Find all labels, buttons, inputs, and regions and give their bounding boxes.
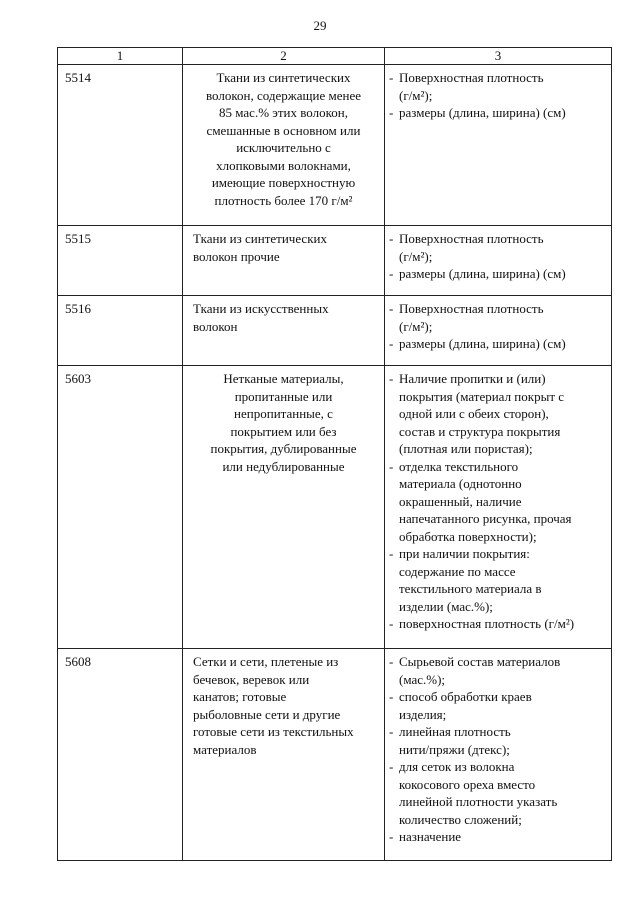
hs-code: 5516 [65,301,91,316]
column-header-3: 3 [385,48,612,65]
column-header-2: 2 [183,48,385,65]
property-item: - размеры (длина, ширина) (см) [389,335,607,353]
property-list [385,366,611,633]
property-item: - размеры (длина, ширина) (см) [389,104,607,122]
property-item: - линейная плотность нити/пряжи (дтекс); [389,723,607,758]
table-row [58,65,612,226]
specification-table [57,47,612,861]
table-row [58,226,612,296]
property-item: - поверхностная плотность (г/м²) [389,615,607,633]
property-list [385,226,611,283]
property-item: - для сеток из волокна кокосового ореха вместо линейной плотности указать количество сложений; [389,758,607,828]
property-item: - Поверхностная плотность (г/м²); [389,300,607,335]
goods-description: Ткани из синтетических волокон прочие [193,231,327,264]
property-item: - способ обработки краев изделия; [389,688,607,723]
goods-description: Ткани из синтетических волокон, содержащие менее 85 мас.% этих волокон, смешанные в основном или исключительно с хлопковыми волокнами, имеющие поверхностную плотность более 170 г/м² [206,70,361,208]
hs-code: 5515 [65,231,91,246]
property-list [385,296,611,353]
hs-code: 5603 [65,371,91,386]
property-list [385,649,611,846]
goods-description: Ткани из искусственных волокон [193,301,329,334]
table-row [58,296,612,366]
property-item: - отделка текстильного материала (однотонно окрашенный, наличие напечатанного рисунка, прочая обработка поверхности); [389,458,607,546]
page-number: 29 [313,18,327,33]
property-item: - Наличие пропитки и (или) покрытия (материал покрыт с одной или с обеих сторон), состав и структура покрытия (плотная или пористая); [389,370,607,458]
property-item: - размеры (длина, ширина) (см) [389,265,607,283]
property-item: - Поверхностная плотность (г/м²); [389,230,607,265]
property-list [385,65,611,122]
column-header-1: 1 [58,48,183,65]
table-row [58,649,612,861]
table-header-row [58,48,612,65]
table-row [58,366,612,649]
hs-code: 5514 [65,70,91,85]
property-item: - Поверхностная плотность (г/м²); [389,69,607,104]
property-item: - назначение [389,828,607,846]
goods-description: Нетканые материалы, пропитанные или непропитанные, с покрытием или без покрытия, дублированные или недублированные [210,371,357,474]
goods-description: Сетки и сети, плетеные из бечевок, веревок или канатов; готовые рыболовные сети и другие готовые сети из текстильных материалов [193,654,354,757]
property-item: - Сырьевой состав материалов (мас.%); [389,653,607,688]
hs-code: 5608 [65,654,91,669]
property-item: - при наличии покрытия: содержание по массе текстильного материала в изделии (мас.%); [389,545,607,615]
